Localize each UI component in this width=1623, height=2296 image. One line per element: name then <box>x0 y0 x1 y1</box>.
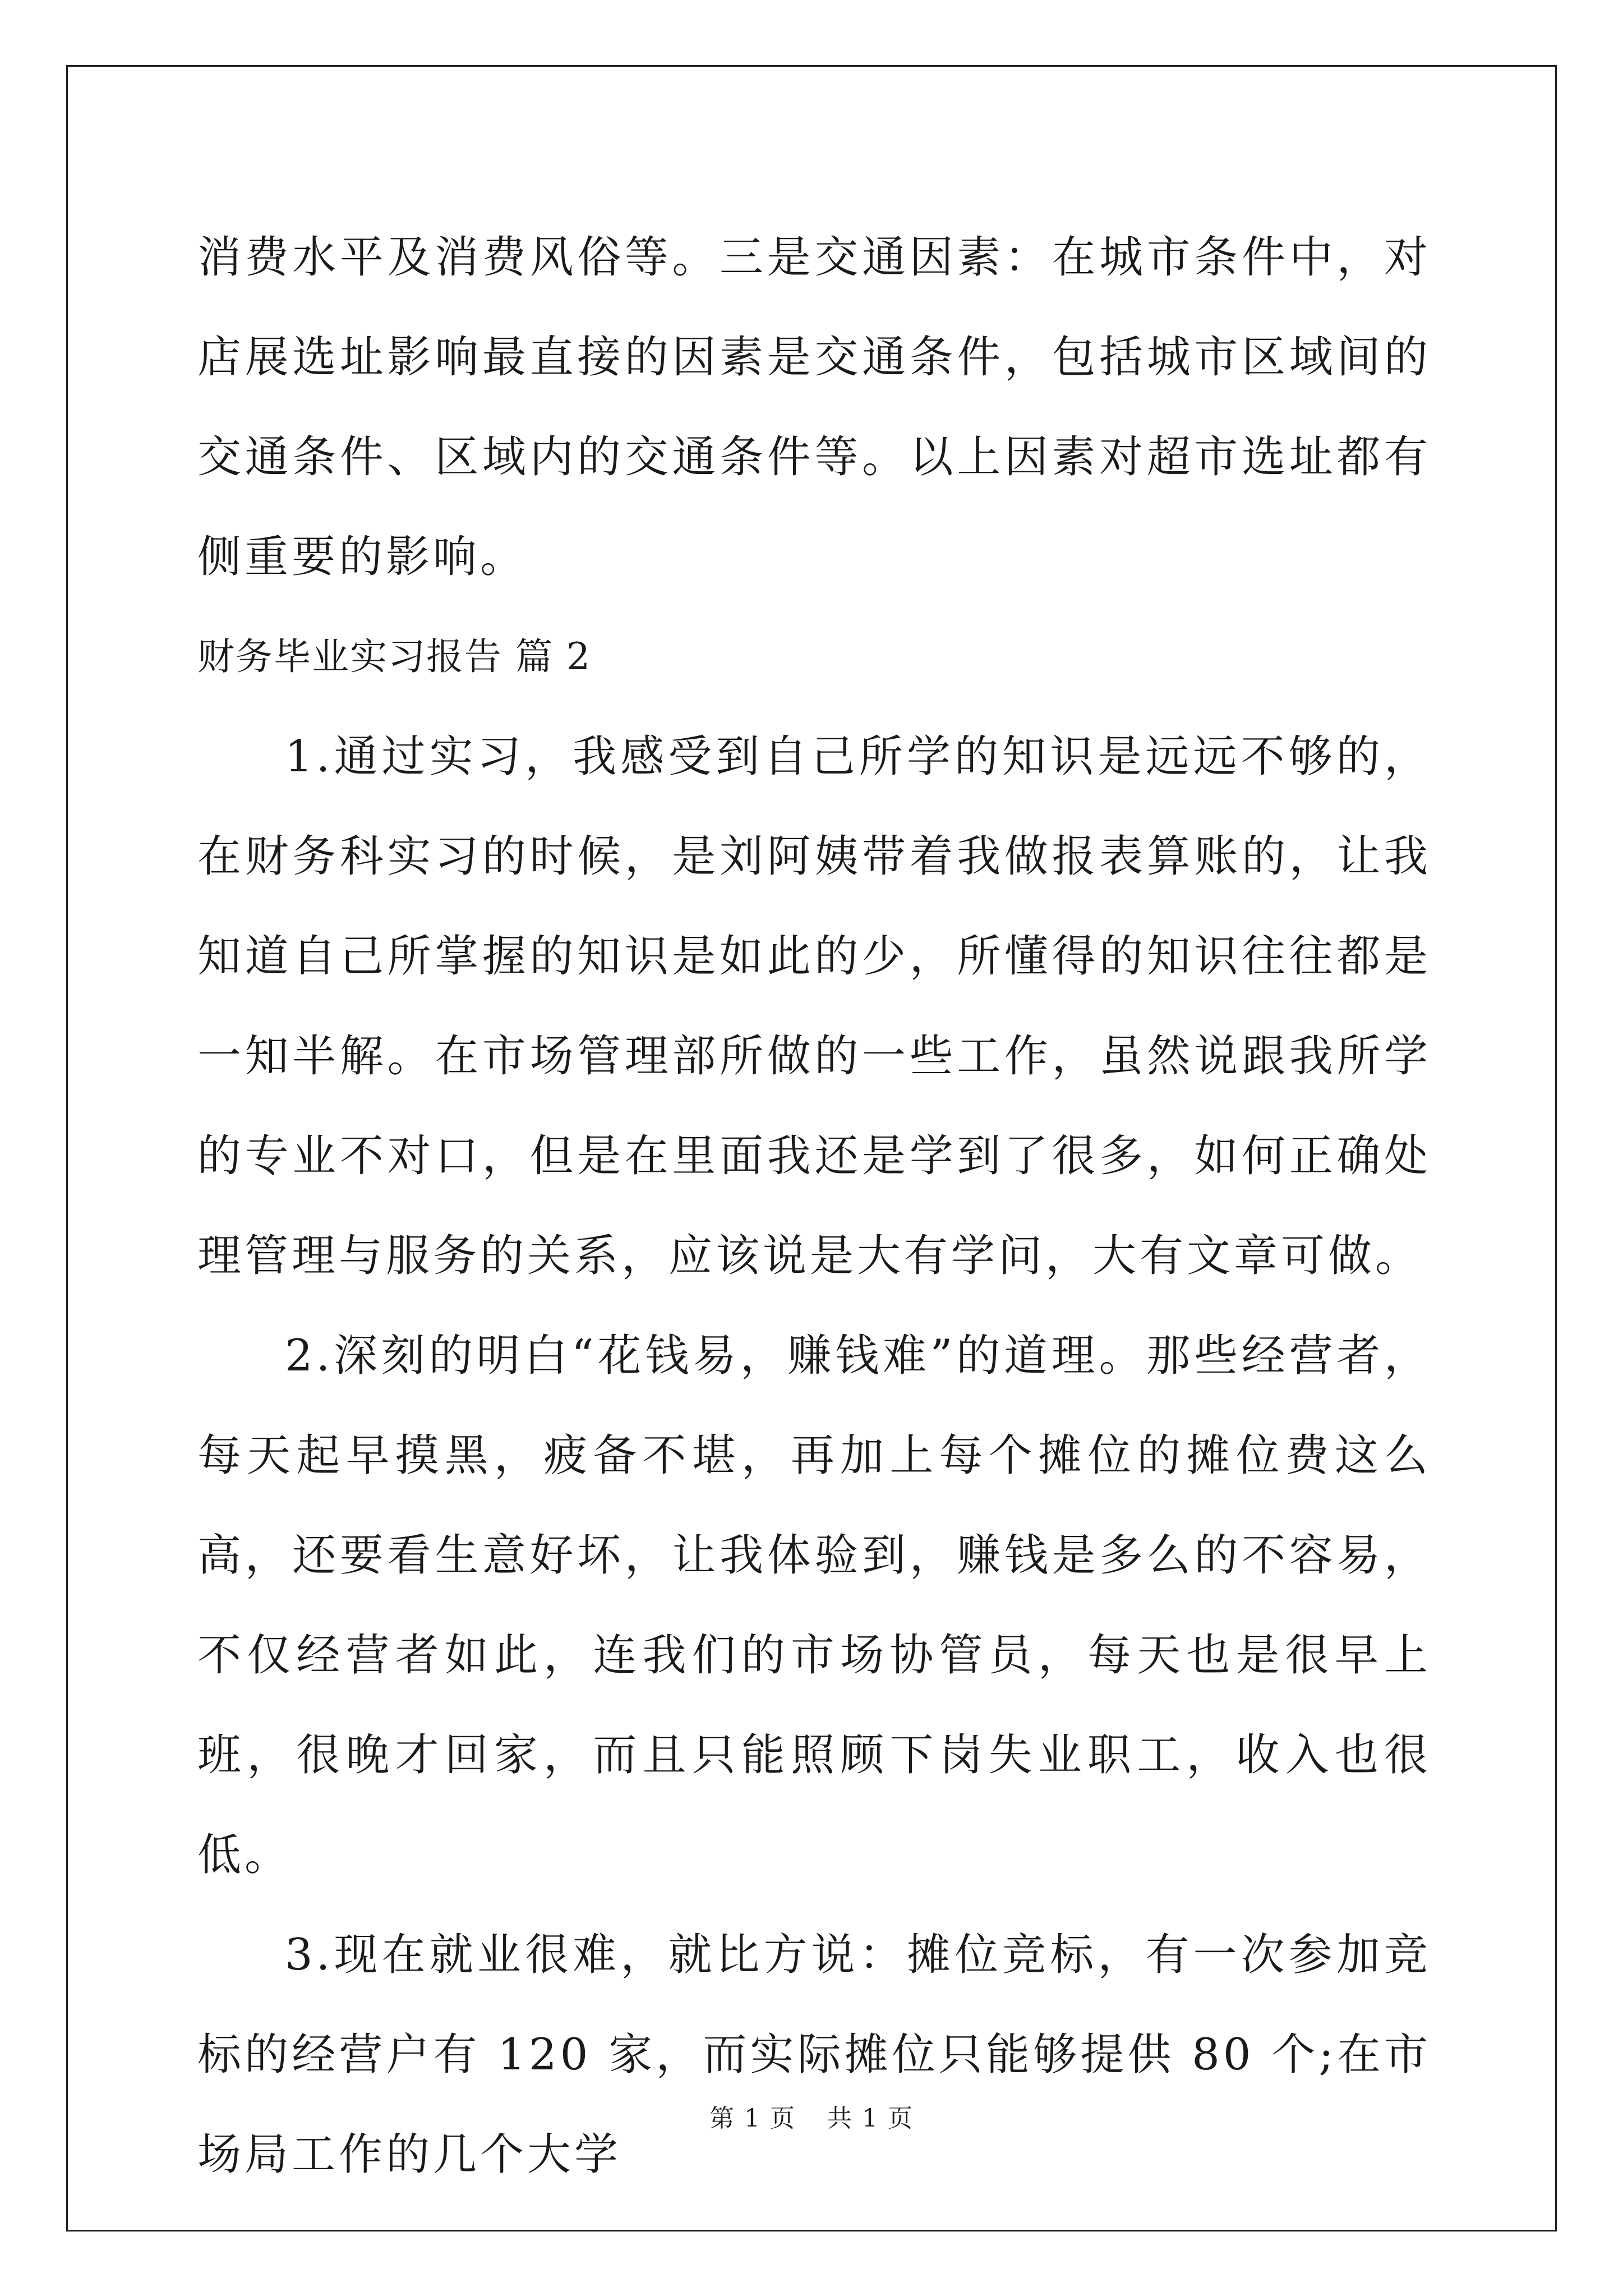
document-body <box>197 208 1431 2205</box>
list-item: 2.深刻的明白“花钱易，赚钱难”的道理。那些经营者，每天起早摸黑，疲备不堪，再加上每个摊位的摊位费这么高，还要看生意好坏，让我体验到，赚钱是多么的不容易，不仅经营者如此，连我们的市场协管员，每天也是很早上班，很晚才回家，而且只能照顾下岗失业职工，收入也很低。 <box>197 1331 1431 1880</box>
intro-paragraph: 消费水平及消费风俗等。三是交通因素：在城市条件中，对店展选址影响最直接的因素是交通条件，包括城市区域间的交通条件、区域内的交通条件等。以上因素对超市选址都有侧重要的影响。 <box>197 232 1431 582</box>
section-heading: 财务毕业实习报告 篇 2 <box>197 635 591 678</box>
page-number: 第 1 页 <box>709 2104 796 2133</box>
page-footer <box>0 2098 1623 2134</box>
total-pages: 共 1 页 <box>827 2104 914 2133</box>
list-item: 3.现在就业很难，就比方说：摊位竞标，有一次参加竞标的经营户有 120 家，而实际摊位只能够提供 80 个;在市场局工作的几个大学 <box>197 1930 1431 2180</box>
list-item: 1.通过实习，我感受到自己所学的知识是远远不够的，在财务科实习的时候，是刘阿姨带着我做报表算账的，让我知道自己所掌握的知识是如此的少，所懂得的知识往往都是一知半解。在市场管理部所做的一些工作，虽然说跟我所学的专业不对口，但是在里面我还是学到了很多，如何正确处理管理与服务的关系，应该说是大有学问，大有文章可做。 <box>197 731 1431 1281</box>
